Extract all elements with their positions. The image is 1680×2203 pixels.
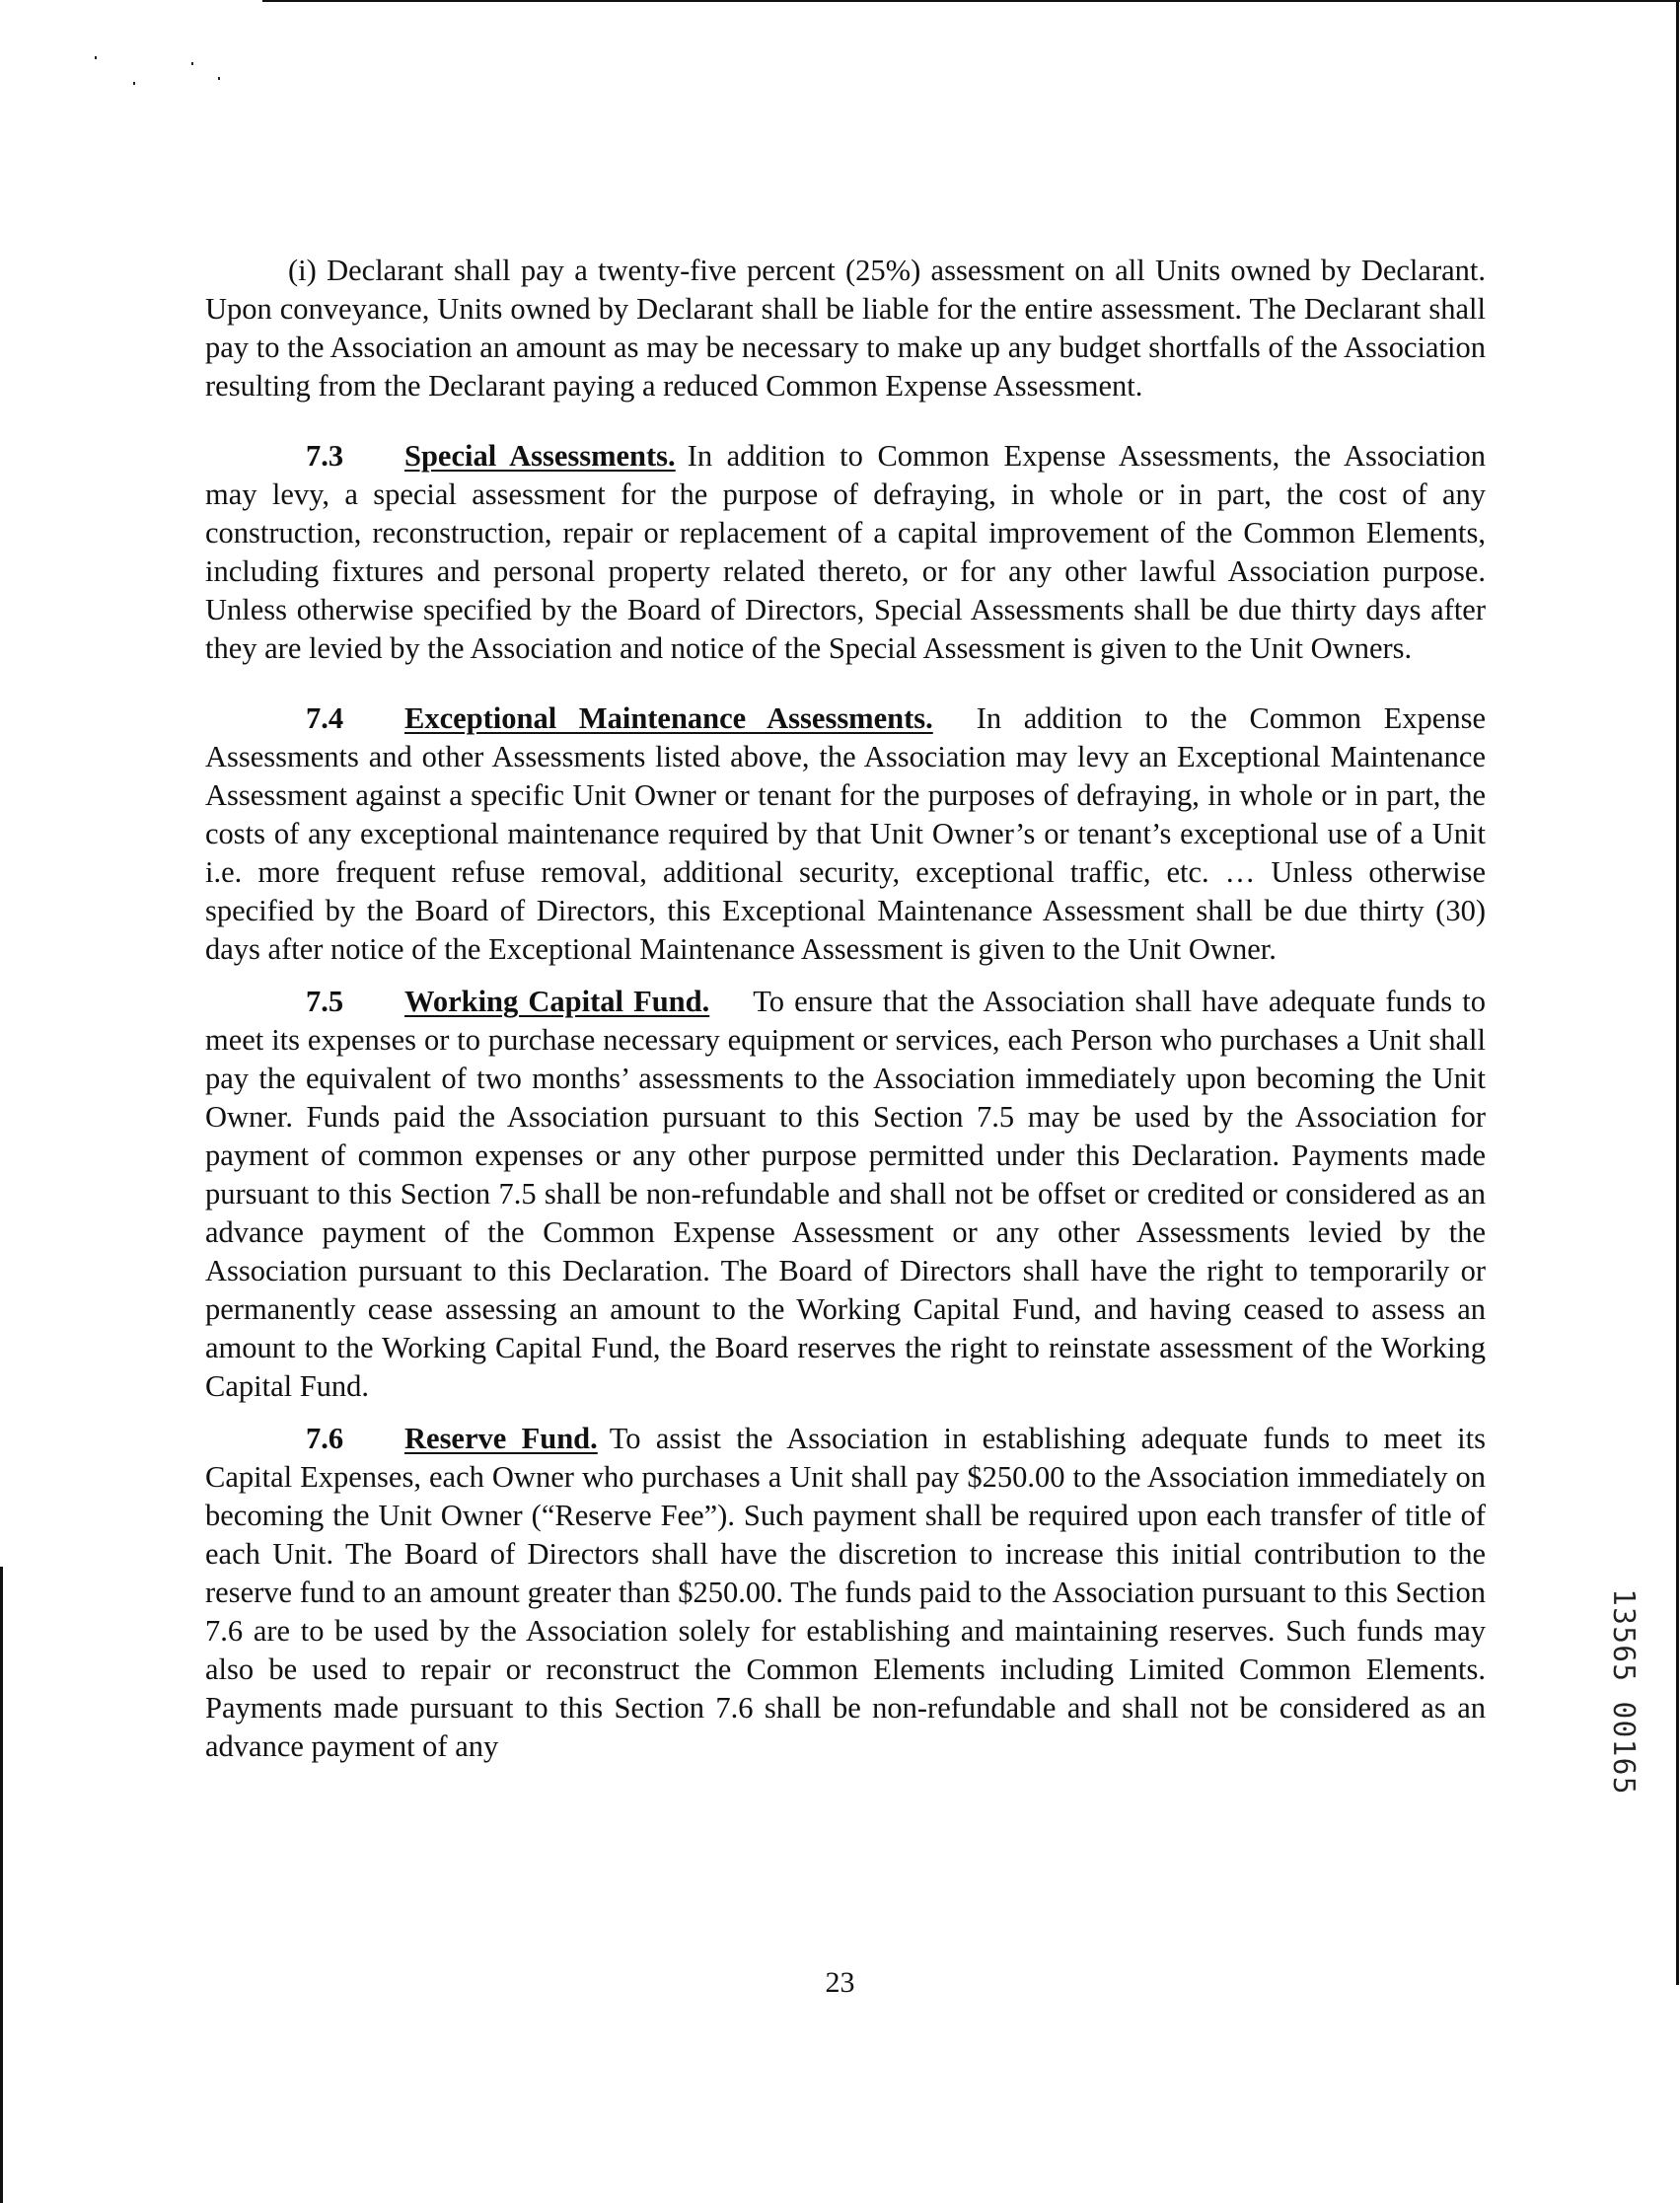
section-title: Reserve Fund.	[404, 1422, 598, 1455]
scan-speck	[218, 77, 220, 80]
section-number: 7.3	[306, 439, 344, 473]
scan-speck	[95, 56, 97, 59]
section-7-3	[205, 437, 1486, 668]
section-number: 7.5	[306, 985, 344, 1018]
section-text: To ensure that the Association shall have adequate funds to meet its expenses or to purchase necessary equipment or services, each Person who purchases a Unit shall pay the equivalent of two months’ assessments to the Association immediately upon becoming the Unit Owner. Funds paid the Association pursuant to this Section 7.5 may be used by the Association for payment of common expenses or any other purpose permitted under this Declaration. Payments made pursuant to this Section 7.5 shall be non-refundable and shall not be offset or credited or considered as an advance payment of the Common Expense Assessment or any other Assessments levied by the Association pursuant to this Declaration. The Board of Directors shall have the right to temporarily or permanently cease assessing an amount to the Working Capital Fund, and having ceased to assess an amount to the Working Capital Fund, the Board reserves the right to reinstate assessment of the Working Capital Fund.	[205, 985, 1486, 1403]
section-title: Working Capital Fund.	[404, 985, 710, 1018]
scan-speck	[191, 62, 193, 65]
section-text: In addition to Common Expense Assessments, the Association may levy, a special assessment for the purpose of defraying, in whole or in part, the cost of any construction, reconstruction, repair or replacement of a capital improvement of the Common Elements, including fixtures and personal property related thereto, or for any other lawful Association purpose. Unless otherwise specified by the Board of Directors, Special Assessments shall be due thirty days after they are levied by the Association and notice of the Special Assessment is given to the Unit Owners.	[205, 439, 1486, 665]
bates-stamp: 13565 00165	[1606, 1588, 1641, 1796]
section-text: In addition to the Common Expense Assessments and other Assessments listed above, the Association may levy an Exceptional Maintenance Assessment against a specific Unit Owner or tenant for the purposes of defraying, in whole or in part, the costs of any exceptional maintenance required by that Unit Owner’s or tenant’s exceptional use of a Unit i.e. more frequent refuse removal, additional security, exceptional traffic, etc. … Unless otherwise specified by the Board of Directors, this Exceptional Maintenance Assessment shall be due thirty (30) days after notice of the Exceptional Maintenance Assessment is given to the Unit Owner.	[205, 701, 1486, 966]
document-body	[205, 252, 1486, 1798]
section-7-5	[205, 983, 1486, 1406]
page-number: 23	[825, 1966, 855, 1999]
section-7-6	[205, 1420, 1486, 1766]
scan-border-top	[262, 0, 1680, 2]
section-number: 7.4	[306, 701, 344, 735]
section-text: To assist the Association in establishing adequate funds to meet its Capital Expenses, each Owner who purchases a Unit shall pay $250.00 to the Association immediately on becoming the Unit Owner (“Reserve Fee”). Such payment shall be required upon each transfer of title of each Unit. The Board of Directors shall have the discretion to increase this initial contribution to the reserve fund to an amount greater than $250.00. The funds paid to the Association pursuant to this Section 7.6 are to be used by the Association solely for establishing and maintaining reserves. Such funds may also be used to repair or reconstruct the Common Elements including Limited Common Elements. Payments made pursuant to this Section 7.6 shall be non-refundable and shall not be considered as an advance payment of any	[205, 1422, 1486, 1763]
scan-border-right	[1676, 0, 1679, 1985]
section-number: 7.6	[306, 1422, 344, 1455]
section-title: Exceptional Maintenance Assessments.	[404, 701, 933, 735]
scan-border-left	[0, 1567, 3, 2203]
subparagraph-i: (i) Declarant shall pay a twenty-five percent (25%) assessment on all Units owned by Declarant. Upon conveyance, Units owned by Declarant shall be liable for the entire assessment. The Declarant shall pay to the Association an amount as may be necessary to make up any budget shortfalls of the Association resulting from the Declarant paying a reduced Common Expense Assessment.	[205, 254, 1486, 403]
section-7-4	[205, 699, 1486, 969]
section-title: Special Assessments.	[404, 439, 676, 473]
scan-speck	[133, 82, 135, 85]
